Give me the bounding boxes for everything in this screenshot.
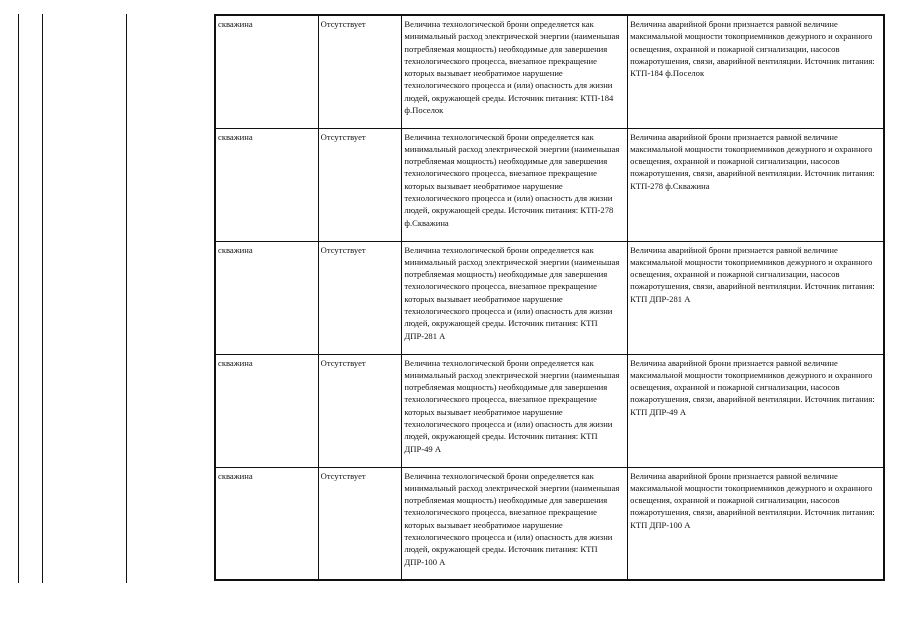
tech-reserve-cell: Отсутствует bbox=[318, 467, 402, 580]
table-row bbox=[215, 241, 884, 354]
tech-reserve-cell: Отсутствует bbox=[318, 241, 402, 354]
tech-reserve-cell: Отсутствует bbox=[318, 15, 402, 128]
emergency-reserve-description-cell: Величина аварийной брони признается равной величине максимальной мощности токоприемников дежурного и охранного освещения, охранной и пожарной сигнализации, насосов пожаротушения, связи, аварийной вентиляции. Источник питания: КТП-278 ф.Скважина bbox=[628, 128, 884, 241]
tech-reserve-description-cell: Величина технологической брони определяется как минимальный расход электрической энергии (наименьшая потребляемая мощность) необходимые для завершения технологического процесса, внезапное прекращение которых вызывает необратимое нарушение технологического процесса и (или) опасность для жизни людей, окружающей среды. Источник питания: КТП ДПР-281 А bbox=[402, 241, 628, 354]
table-row bbox=[215, 128, 884, 241]
table-column-rule bbox=[42, 14, 43, 583]
object-cell: скважина bbox=[215, 128, 318, 241]
emergency-reserve-description-cell: Величина аварийной брони признается равной величине максимальной мощности токоприемников дежурного и охранного освещения, охранной и пожарной сигнализации, насосов пожаротушения, связи, аварийной вентиляции. Источник питания: КТП ДПР-49 А bbox=[628, 354, 884, 467]
table-row bbox=[215, 467, 884, 580]
emergency-reserve-description-cell: Величина аварийной брони признается равной величине максимальной мощности токоприемников дежурного и охранного освещения, охранной и пожарной сигнализации, насосов пожаротушения, связи, аварийной вентиляции. Источник питания: КТП ДПР-281 А bbox=[628, 241, 884, 354]
emergency-reserve-description-cell: Величина аварийной брони признается равной величине максимальной мощности токоприемников дежурного и охранного освещения, охранной и пожарной сигнализации, насосов пожаротушения, связи, аварийной вентиляции. Источник питания: КТП ДПР-100 А bbox=[628, 467, 884, 580]
power-reserve-table bbox=[214, 14, 885, 581]
tech-reserve-description-cell: Величина технологической брони определяется как минимальный расход электрической энергии (наименьшая потребляемая мощность) необходимые для завершения технологического процесса, внезапное прекращение которых вызывает необратимое нарушение технологического процесса и (или) опасность для жизни людей, окружающей среды. Источник питания: КТП ДПР-49 А bbox=[402, 354, 628, 467]
table-column-rule bbox=[18, 14, 19, 583]
table-row bbox=[215, 354, 884, 467]
tech-reserve-cell: Отсутствует bbox=[318, 354, 402, 467]
object-cell: скважина bbox=[215, 467, 318, 580]
table-column-rule bbox=[126, 14, 127, 583]
tech-reserve-description-cell: Величина технологической брони определяется как минимальный расход электрической энергии (наименьшая потребляемая мощность) необходимые для завершения технологического процесса, внезапное прекращение которых вызывает необратимое нарушение технологического процесса и (или) опасность для жизни людей, окружающей среды. Источник питания: КТП-184 ф.Поселок bbox=[402, 15, 628, 128]
object-cell: скважина bbox=[215, 241, 318, 354]
object-cell: скважина bbox=[215, 15, 318, 128]
tech-reserve-cell: Отсутствует bbox=[318, 128, 402, 241]
tech-reserve-description-cell: Величина технологической брони определяется как минимальный расход электрической энергии (наименьшая потребляемая мощность) необходимые для завершения технологического процесса, внезапное прекращение которых вызывает необратимое нарушение технологического процесса и (или) опасность для жизни людей, окружающей среды. Источник питания: КТП-278 ф.Скважина bbox=[402, 128, 628, 241]
object-cell: скважина bbox=[215, 354, 318, 467]
emergency-reserve-description-cell: Величина аварийной брони признается равной величине максимальной мощности токоприемников дежурного и охранного освещения, охранной и пожарной сигнализации, насосов пожаротушения, связи, аварийной вентиляции. Источник питания: КТП-184 ф.Поселок bbox=[628, 15, 884, 128]
tech-reserve-description-cell: Величина технологической брони определяется как минимальный расход электрической энергии (наименьшая потребляемая мощность) необходимые для завершения технологического процесса, внезапное прекращение которых вызывает необратимое нарушение технологического процесса и (или) опасность для жизни людей, окружающей среды. Источник питания: КТП ДПР-100 А bbox=[402, 467, 628, 580]
table-row bbox=[215, 15, 884, 128]
